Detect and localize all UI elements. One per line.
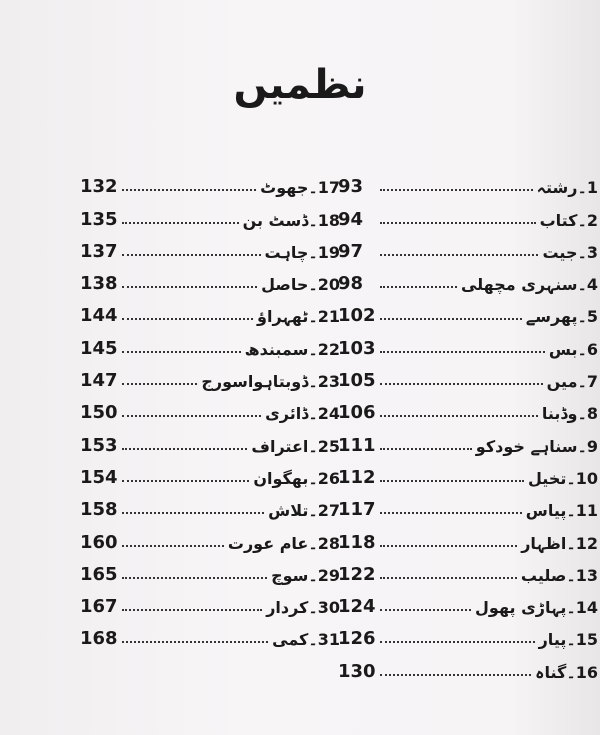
toc-entry (80, 165, 340, 197)
poem-title: 17۔جھوٹ (260, 178, 340, 198)
page-number: 147 (80, 370, 118, 392)
toc-entry (80, 553, 340, 585)
toc-entry (338, 456, 598, 488)
toc-entry (338, 553, 598, 585)
dot-leader (122, 221, 239, 224)
dot-leader (122, 576, 267, 579)
page-number: 97 (338, 240, 364, 262)
toc-entry (80, 197, 340, 229)
dot-leader (380, 576, 517, 579)
dot-leader (380, 350, 545, 353)
dot-leader (380, 382, 543, 385)
toc-entry (80, 230, 340, 262)
page-number: 168 (80, 628, 118, 650)
toc-entry (338, 617, 598, 649)
page-number: 135 (80, 208, 118, 230)
toc-entry (80, 617, 340, 649)
dot-leader (122, 608, 262, 611)
page-number: 94 (338, 208, 364, 230)
page-number: 160 (80, 531, 118, 553)
dot-leader (122, 414, 261, 417)
dot-leader (380, 673, 531, 676)
poem-title: 6۔بس (548, 339, 598, 359)
poem-title: 19۔چاہت (264, 242, 340, 262)
poem-title: 7۔میں (546, 372, 598, 392)
toc-entry (338, 230, 598, 262)
dot-leader (380, 188, 533, 191)
page-number: 145 (80, 337, 118, 359)
page-number: 167 (80, 596, 118, 618)
page-number: 150 (80, 402, 118, 424)
dot-leader (380, 479, 524, 482)
page-number: 117 (338, 499, 376, 521)
toc-entry (338, 294, 598, 326)
toc-entry (338, 649, 598, 681)
toc-left-column (80, 165, 340, 649)
page-title: نظمیں (233, 62, 367, 108)
page-number: 118 (338, 531, 376, 553)
dot-leader (380, 608, 471, 611)
page-number: 154 (80, 466, 118, 488)
poem-title: 2۔کتاب (539, 210, 598, 230)
page-number: 103 (338, 337, 376, 359)
poem-title: 8۔وڈبنا (541, 404, 598, 424)
poem-title: 14۔پہاڑی پھول (475, 598, 598, 618)
dot-leader (122, 447, 247, 450)
page-number: 102 (338, 305, 376, 327)
toc-entry (80, 456, 340, 488)
toc-entry (80, 488, 340, 520)
dot-leader (122, 188, 256, 191)
dot-leader (380, 640, 535, 643)
toc-entry (338, 326, 598, 358)
page-number: 158 (80, 499, 118, 521)
page-number: 122 (338, 563, 376, 585)
page-number: 105 (338, 370, 376, 392)
page-number: 106 (338, 402, 376, 424)
page-number: 165 (80, 563, 118, 585)
dot-leader (122, 317, 253, 320)
dot-leader (122, 382, 197, 385)
page-number: 126 (338, 628, 376, 650)
poem-title: 24۔ڈائری (265, 404, 340, 424)
toc-entry (338, 197, 598, 229)
poem-title: 23۔ڈوبتاہواسورج (201, 372, 340, 392)
toc-entry (338, 488, 598, 520)
dot-leader (380, 221, 536, 224)
toc-entry (338, 359, 598, 391)
dot-leader (122, 285, 257, 288)
poem-title: 30۔کردار (266, 598, 340, 618)
poem-title: 13۔صلیب (520, 565, 598, 585)
page-number: 111 (338, 434, 376, 456)
poem-title: 4۔سنہری مچھلی (460, 275, 598, 295)
page-number: 98 (338, 273, 364, 295)
dot-leader (380, 544, 517, 547)
dot-leader (380, 414, 538, 417)
page-number: 153 (80, 434, 118, 456)
dot-leader (122, 479, 249, 482)
toc-entry (80, 262, 340, 294)
poem-title: 21۔ٹھہراؤ (257, 307, 340, 327)
poem-title: 25۔اعتراف (251, 436, 340, 456)
poem-title: 12۔اظہار (521, 533, 598, 553)
toc-entry (80, 326, 340, 358)
page-number: 138 (80, 273, 118, 295)
dot-leader (122, 544, 224, 547)
toc-entry (80, 359, 340, 391)
page-number: 93 (338, 176, 364, 198)
poem-title: 3۔جیت (542, 242, 598, 262)
poem-title: 22۔سمبندھ (244, 339, 340, 359)
toc-entry (80, 520, 340, 552)
poem-title: 10۔تخیل (528, 468, 598, 488)
dot-leader (122, 350, 241, 353)
dot-leader (380, 285, 457, 288)
poem-title: 18۔ڈسٹ بن (242, 210, 340, 230)
toc-entry (338, 391, 598, 423)
toc-right-column (338, 165, 598, 682)
dot-leader (380, 447, 472, 450)
toc-entry (80, 585, 340, 617)
dot-leader (122, 511, 264, 514)
dot-leader (380, 317, 522, 320)
toc-entry (338, 585, 598, 617)
toc-entry (338, 262, 598, 294)
toc-entry (80, 294, 340, 326)
poem-title: 15۔پیار (538, 630, 598, 650)
poem-title: 29۔سوچ (271, 565, 340, 585)
poem-title: 27۔تلاش (268, 501, 340, 521)
toc-entry (338, 165, 598, 197)
toc-entry (338, 423, 598, 455)
poem-title: 5۔پھرسے (525, 307, 598, 327)
poem-title: 9۔سناہے خودکو (475, 436, 598, 456)
poem-title: 31۔کمی (272, 630, 340, 650)
dot-leader (122, 253, 261, 256)
page-number: 132 (80, 176, 118, 198)
poem-title: 1۔رشتہ (536, 178, 598, 198)
poem-title: 20۔حاصل (261, 275, 340, 295)
page-number: 124 (338, 596, 376, 618)
poem-title: 26۔بھگوان (253, 468, 340, 488)
page-number: 130 (338, 660, 376, 682)
toc-entry (338, 520, 598, 552)
dot-leader (122, 640, 268, 643)
poem-title: 28۔عام عورت (227, 533, 340, 553)
dot-leader (380, 253, 538, 256)
page-number: 137 (80, 240, 118, 262)
poem-title: 16۔گناہ (535, 662, 598, 682)
page-number: 112 (338, 466, 376, 488)
toc-entry (80, 391, 340, 423)
dot-leader (380, 511, 522, 514)
toc-entry (80, 423, 340, 455)
poem-title: 11۔پیاس (525, 501, 598, 521)
page-number: 144 (80, 305, 118, 327)
